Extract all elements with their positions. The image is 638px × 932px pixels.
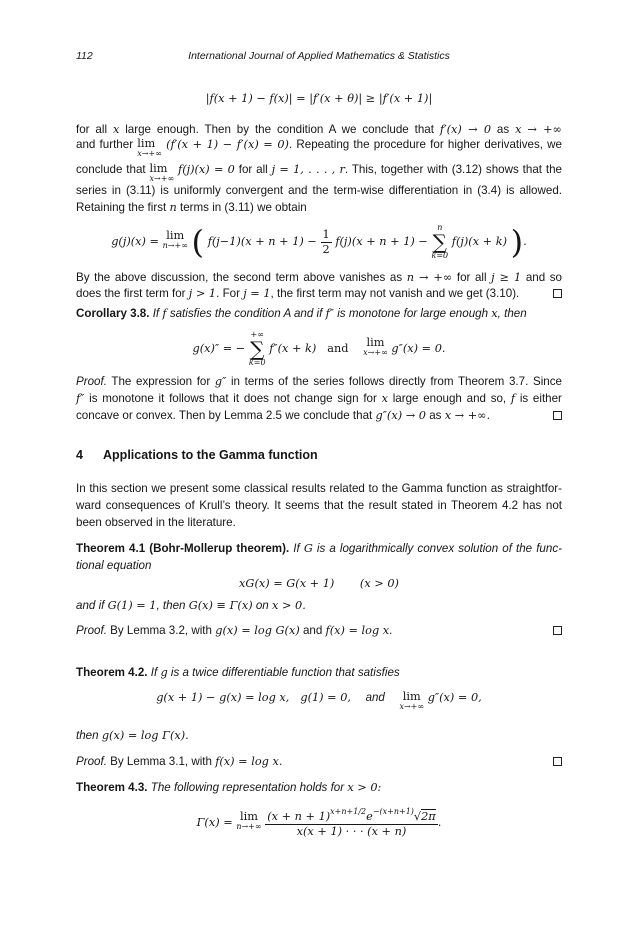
math-fprime: f′(x) → 0 <box>439 123 492 136</box>
section-number: 4 <box>76 448 83 462</box>
equation-term: g″(x) = 0, <box>427 691 482 704</box>
paragraph-line <box>76 558 562 573</box>
math-expression: G(1) = 1 <box>107 599 157 612</box>
paragraph-line <box>76 598 562 613</box>
qed-line <box>76 754 562 769</box>
text: large enough and so, <box>392 392 507 405</box>
text: and so <box>525 271 562 284</box>
text: for all <box>456 271 487 284</box>
numerator <box>265 807 438 825</box>
num-exp2: −(x+n+1) <box>372 807 414 817</box>
equation-difference-bound <box>76 91 562 105</box>
equation-text: |f(x + 1) − f(x)| = |f′(x + θ)| ≥ |f′(x + 1)| <box>205 92 433 105</box>
theorem-statement <box>76 541 562 556</box>
punct: . <box>437 815 442 829</box>
text: and further <box>76 138 134 151</box>
lim-text: lim <box>366 336 385 350</box>
equation-term: g″(x) = 0. <box>391 342 446 355</box>
text: . For <box>216 287 240 300</box>
lim-text: lim <box>149 162 168 176</box>
equation-lhs: g(j)(x) = <box>111 235 159 248</box>
lim-sub: n→+∞ <box>236 822 262 832</box>
sum-upper: +∞ <box>250 330 264 339</box>
qed-icon <box>553 757 562 766</box>
math-expression: x <box>381 392 388 405</box>
qed-line <box>76 286 562 301</box>
text: as <box>496 123 510 136</box>
paragraph-line <box>76 728 562 743</box>
proof-label: Proof. <box>76 375 107 388</box>
qed-icon <box>553 626 562 635</box>
running-header <box>76 50 562 64</box>
sum-lower: k=0 <box>431 251 449 260</box>
text: Retaining the first <box>76 201 167 214</box>
text: in terms of the series follows directly from Theorem 3.7. Since <box>230 375 562 388</box>
equation-g-second-derivative <box>76 326 562 370</box>
lim-sub: x→+∞ <box>399 702 425 712</box>
sum-operator <box>432 224 449 260</box>
section-heading <box>76 448 562 462</box>
math-expression: f(j)(x) = 0 <box>178 163 235 176</box>
limit-operator <box>399 691 424 711</box>
theorem-label: Theorem 4.2. <box>76 666 148 679</box>
proof-label: Proof. <box>76 624 107 637</box>
num-sqrt: 2π <box>421 810 436 824</box>
math-expression: x > 0: <box>347 781 382 794</box>
math-expression: j > 1 <box>188 287 217 300</box>
math-n: n <box>169 201 177 214</box>
text: . This, together with (3.12) shows that the <box>344 163 562 176</box>
corollary-statement <box>76 306 562 321</box>
math-f: f <box>162 307 167 320</box>
lim-text: lim <box>166 229 185 243</box>
equation-and: and <box>365 692 385 704</box>
sqrt-icon: √ <box>413 810 422 824</box>
text: If <box>293 542 300 555</box>
text: , then <box>497 307 527 320</box>
proof-label: Proof. <box>76 755 107 768</box>
text: The expression for <box>111 375 211 388</box>
text: , then <box>156 599 186 612</box>
text: is a twice differentiable function that satisfies <box>170 666 400 679</box>
limit-operator <box>150 163 175 183</box>
paragraph-line <box>76 200 562 215</box>
corollary-label: Corollary 3.8. <box>76 307 150 320</box>
qed-line <box>76 408 562 423</box>
paragraph-line <box>76 270 562 285</box>
text: satisfies the condition A and if <box>169 307 323 320</box>
num-exp1: x+n+1/2 <box>330 807 367 817</box>
paragraph-line <box>76 498 562 513</box>
text: is either <box>519 392 562 405</box>
text: If <box>150 666 158 679</box>
punct: . <box>523 234 527 248</box>
lim-text: lim <box>137 137 156 151</box>
lim-sub: x→+∞ <box>137 149 162 159</box>
lim-sub: x→+∞ <box>149 174 175 184</box>
lim-sub: x→+∞ <box>363 348 388 358</box>
equation-g-conditions <box>76 690 562 716</box>
math-limit: → +∞ <box>527 123 562 136</box>
text: In this section we present some classical results related to the Gamma function as straightfor- <box>76 482 562 495</box>
theorem-statement <box>76 665 562 680</box>
lim-sub: n→+∞ <box>162 241 188 251</box>
text: conclude that <box>76 163 146 176</box>
math-expression: f(x) = log x. <box>215 755 283 768</box>
text: is monotone for large enough <box>337 307 489 320</box>
num-base: (x + n + 1) <box>267 810 331 824</box>
math-expression: g(x) = log G(x) <box>215 624 300 637</box>
equation-condition: (x > 0) <box>359 577 399 590</box>
text: ward consequences of Krull’s theory. It seems that the result stated in Theorem 4.2 has not <box>76 499 562 512</box>
paragraph-line <box>76 515 562 530</box>
denominator: 2 <box>322 242 330 256</box>
text: series in (3.11) is uniformly convergent and the term-wise differentiation in (3.4) is allowed. <box>76 184 562 197</box>
num-e: e <box>366 810 373 824</box>
text: large enough. Then by the condition A we conclude that <box>125 123 434 136</box>
equation-term: g(1) = 0, <box>300 691 352 704</box>
math-expression: g(x) = log Γ(x). <box>101 729 189 742</box>
text: . Repeating the procedure for higher derivatives, we <box>288 138 562 151</box>
text: , the first term may not vanish and we get (3.10). <box>270 287 520 300</box>
paragraph-line <box>76 162 562 184</box>
theorem-label: Theorem 4.3. <box>76 781 148 794</box>
lim-text: lim <box>239 810 258 824</box>
math-expression: g″(x) → 0 <box>375 409 426 422</box>
qed-line <box>76 623 562 638</box>
text: terms in (3.11) we obtain <box>179 201 307 214</box>
fraction-half <box>321 228 332 256</box>
math-expression: j = 1 <box>243 287 271 300</box>
math-expression: g <box>160 666 168 679</box>
sum-lower: k=0 <box>248 358 266 367</box>
equation-term: f(j)(x + n + 1) − <box>335 235 428 248</box>
equation-term: f(j−1)(x + n + 1) − <box>207 235 317 248</box>
sum-upper: n <box>437 223 443 232</box>
limit-operator <box>363 337 388 357</box>
math-x: x <box>515 123 522 136</box>
equation-and: and <box>327 342 349 355</box>
text: and <box>302 624 323 637</box>
left-paren: ( <box>191 223 205 261</box>
text: as <box>429 409 442 422</box>
numerator: 1 <box>322 227 330 241</box>
gamma-fraction <box>265 807 438 838</box>
page-number: 112 <box>76 50 93 62</box>
journal-title: International Journal of Applied Mathematics & Statistics <box>188 50 450 62</box>
qed-icon <box>553 411 562 420</box>
paragraph-line <box>76 374 562 389</box>
math-f2: f″ <box>325 307 334 320</box>
text: been observed in the literature. <box>76 516 236 529</box>
equation-gamma-limit <box>76 800 562 844</box>
right-paren: ) <box>510 223 524 261</box>
equation-term: f″(x + k) <box>269 342 317 355</box>
text: and if <box>76 599 105 612</box>
equation-g-j <box>76 218 562 264</box>
equation-term: xG(x) = G(x + 1) <box>239 577 335 590</box>
text: is a logarithmically convex solution of the func- <box>316 542 562 555</box>
math-expression: f <box>510 392 516 405</box>
theorem-label: Theorem 4.1 (Bohr-Mollerup theorem). <box>76 542 290 555</box>
paragraph-line <box>76 391 562 406</box>
sum-operator <box>249 331 266 367</box>
equation-functional <box>76 576 562 590</box>
lim-text: lim <box>402 690 421 704</box>
denominator: x(x + 1) · · · (x + n) <box>296 825 407 838</box>
text: concave or convex. Then by Lemma 2.5 we conclude that <box>76 409 373 422</box>
theorem-statement <box>76 780 562 795</box>
math-expression: x → +∞. <box>444 409 491 422</box>
math-expression: g″ <box>214 375 227 388</box>
math-expression: x > 0. <box>272 599 306 612</box>
qed-icon <box>553 289 562 298</box>
math-x: x <box>491 307 498 320</box>
equation-term: f(j)(x + k) <box>451 235 507 248</box>
equation-lhs: Γ(x) = <box>196 816 233 829</box>
text: for all <box>76 123 108 136</box>
equation-term: g(x + 1) − g(x) = log x, <box>156 691 290 704</box>
punct: . <box>389 624 393 637</box>
paragraph-line <box>76 122 562 137</box>
text: By the above discussion, the second term above vanishes as <box>76 271 403 284</box>
limit-operator <box>163 230 188 250</box>
paragraph-line <box>76 481 562 496</box>
text: is monotone it follows that it does not change sign for <box>89 392 377 405</box>
math-expression: j = 1, . . . , r <box>271 163 345 176</box>
text: If <box>152 307 160 320</box>
text: By Lemma 3.2, with <box>110 624 212 637</box>
math-expression: (f′(x + 1) − f′(x) = 0) <box>166 138 289 151</box>
math-x: x <box>112 123 120 136</box>
sigma-icon: ∑ <box>250 337 265 361</box>
limit-operator <box>137 138 162 158</box>
text: By Lemma 3.1, with <box>110 755 212 768</box>
math-expression: f(x) = log x <box>325 624 390 637</box>
sigma-icon: ∑ <box>432 230 447 254</box>
section-title: Applications to the Gamma function <box>103 448 318 462</box>
text: tional equation <box>76 559 152 572</box>
text: The following representation holds for <box>150 781 345 794</box>
text: does the first term for <box>76 287 186 300</box>
math-expression: f″ <box>76 392 85 405</box>
paragraph-line <box>76 137 562 159</box>
paragraph-line <box>76 183 562 198</box>
text: on <box>255 599 269 612</box>
math-expression: G <box>303 542 313 555</box>
math-expression: j ≥ 1 <box>491 271 522 284</box>
text: for all <box>238 163 268 176</box>
math-expression: G(x) ≡ Γ(x) <box>188 599 253 612</box>
math-expression: n → +∞ <box>406 271 453 284</box>
equation-lhs: g(x)″ = − <box>192 342 246 355</box>
limit-operator <box>236 811 261 831</box>
text: then <box>76 729 99 742</box>
